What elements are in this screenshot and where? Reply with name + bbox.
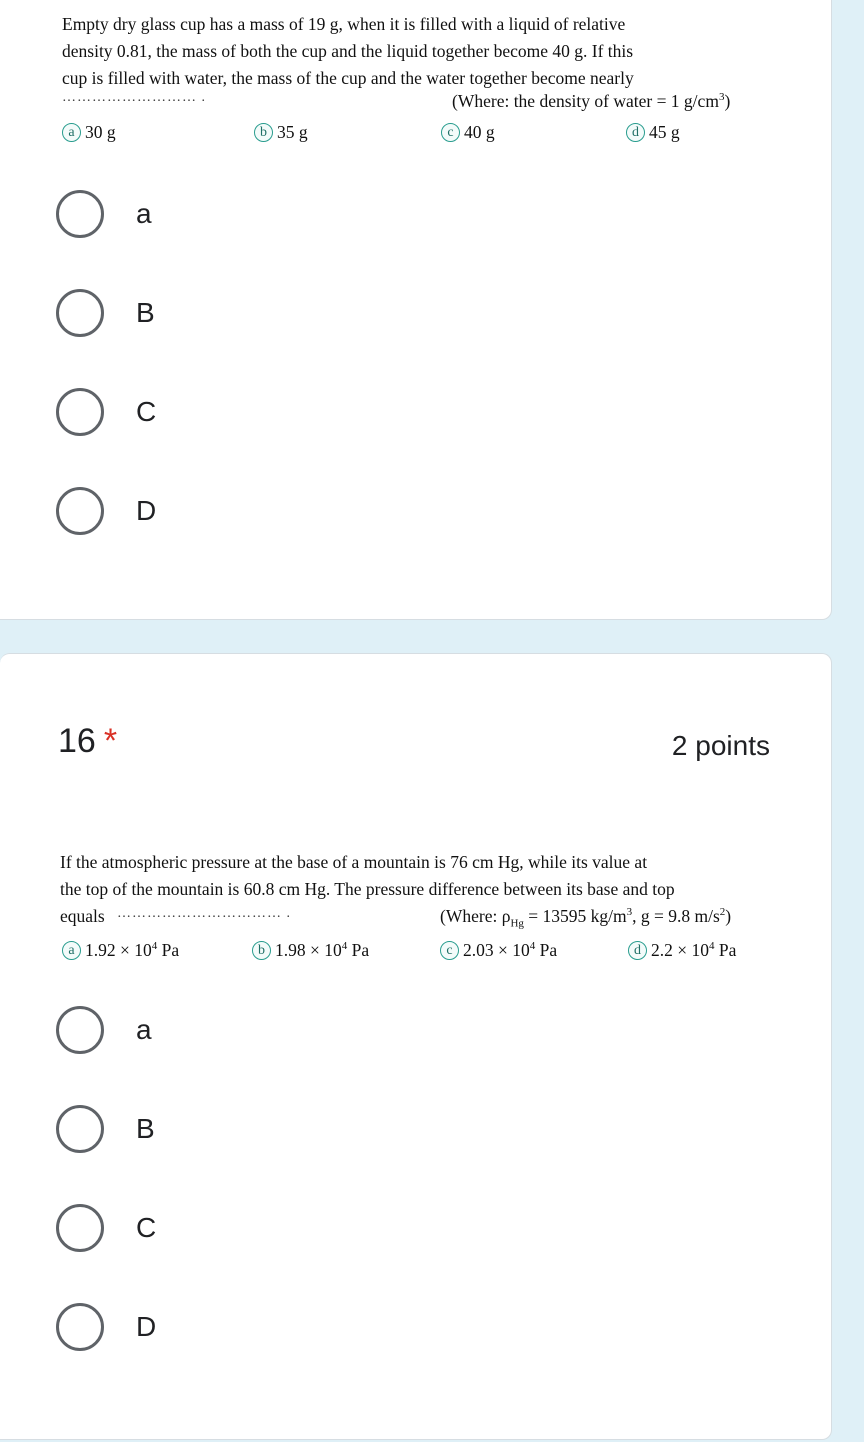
option-d[interactable] [56, 485, 156, 537]
radio-button[interactable] [56, 289, 104, 337]
question-16-text [60, 849, 675, 903]
option-a[interactable] [56, 1004, 152, 1056]
option-label: D [136, 1311, 157, 1342]
choice-unit: Pa [714, 940, 737, 960]
choice-mantissa: 1.92 × 10 [85, 940, 152, 960]
choice-a [62, 122, 116, 143]
choice-text [651, 940, 736, 961]
option-d[interactable] [56, 1301, 156, 1353]
hint-subscript: Hg [510, 917, 524, 930]
radio-button[interactable] [56, 1006, 104, 1054]
hint-superscript: 3 [626, 906, 633, 919]
choice-letter-icon: d [626, 123, 645, 142]
answer-blank: ……………………… . [62, 90, 206, 105]
question-line: density 0.81, the mass of both the cup and the liquid together become 40 g. If this [62, 41, 634, 61]
hint-superscript: 2 [719, 906, 726, 919]
choice-letter-icon: b [254, 123, 273, 142]
answer-blank: …………………………… . [117, 906, 291, 921]
question-15-text [62, 11, 634, 92]
choice-letter-icon: b [252, 941, 271, 960]
question-line: Empty dry glass cup has a mass of 19 g, when it is filled with a liquid of relative [62, 14, 626, 34]
choice-unit: Pa [347, 940, 370, 960]
required-asterisk: * [103, 722, 118, 760]
radio-button[interactable] [56, 1303, 104, 1351]
option-label: B [136, 297, 155, 328]
choice-letter-icon: d [628, 941, 647, 960]
choice-text [85, 940, 179, 961]
choice-letter-icon: c [441, 123, 460, 142]
choice-letter-icon: c [440, 941, 459, 960]
choice-text [463, 940, 557, 961]
hint-text: ) [725, 906, 732, 926]
option-label: a [136, 198, 152, 229]
choice-c [440, 940, 557, 961]
question-number [58, 722, 117, 761]
question-points: 2 points [671, 730, 770, 761]
radio-button[interactable] [56, 1105, 104, 1153]
radio-button[interactable] [56, 1204, 104, 1252]
choice-text [275, 940, 369, 961]
choice-d [628, 940, 736, 961]
question-line: If the atmospheric pressure at the base of a mountain is 76 cm Hg, while its value at [60, 852, 648, 872]
radio-button[interactable] [56, 388, 104, 436]
question-16-hint [440, 906, 731, 930]
option-label: a [136, 1014, 152, 1045]
option-label: D [136, 495, 157, 526]
choice-unit: Pa [535, 940, 558, 960]
choice-text: 35 g [277, 122, 308, 142]
choice-mantissa: 1.98 × 10 [275, 940, 342, 960]
choice-mantissa: 2.2 × 10 [651, 940, 709, 960]
option-label: C [136, 396, 157, 427]
question-number-text: 16 [58, 722, 96, 760]
question-line: the top of the mountain is 60.8 cm Hg. The pressure difference between its base and top [60, 879, 675, 899]
question-line: cup is filled with water, the mass of the cup and the water together become nearly [62, 68, 634, 88]
choice-text: 45 g [649, 122, 680, 142]
radio-button[interactable] [56, 487, 104, 535]
choice-text: 40 g [464, 122, 495, 142]
hint-text: , g = 9.8 m/s [632, 906, 720, 926]
choice-exponent: 4 [529, 940, 536, 953]
choice-mantissa: 2.03 × 10 [463, 940, 530, 960]
option-c[interactable] [56, 386, 156, 438]
choice-letter-icon: a [62, 123, 81, 142]
option-label: B [136, 1113, 155, 1144]
hint-text: = 13595 kg/m [523, 906, 627, 926]
choice-exponent: 4 [341, 940, 348, 953]
choice-d [626, 122, 680, 143]
choice-c [441, 122, 495, 143]
choice-exponent: 4 [709, 940, 715, 953]
choice-b [254, 122, 308, 143]
hint-text: (Where: ρ [440, 906, 511, 926]
hint-superscript: 3 [718, 91, 725, 104]
option-c[interactable] [56, 1202, 156, 1254]
choice-unit: Pa [157, 940, 180, 960]
choice-letter-icon: a [62, 941, 81, 960]
option-b[interactable] [56, 1103, 155, 1155]
option-b[interactable] [56, 287, 155, 339]
hint-text: (Where: the density of water = 1 g/cm [452, 91, 719, 111]
choice-exponent: 4 [151, 940, 158, 953]
option-label: C [136, 1212, 157, 1243]
hint-text: ) [724, 91, 731, 111]
choice-text: 30 g [85, 122, 116, 142]
choice-b [252, 940, 369, 961]
equals-label: equals [60, 906, 105, 926]
option-a[interactable] [56, 188, 152, 240]
choice-a [62, 940, 179, 961]
question-15-hint [452, 91, 730, 112]
radio-button[interactable] [56, 190, 104, 238]
